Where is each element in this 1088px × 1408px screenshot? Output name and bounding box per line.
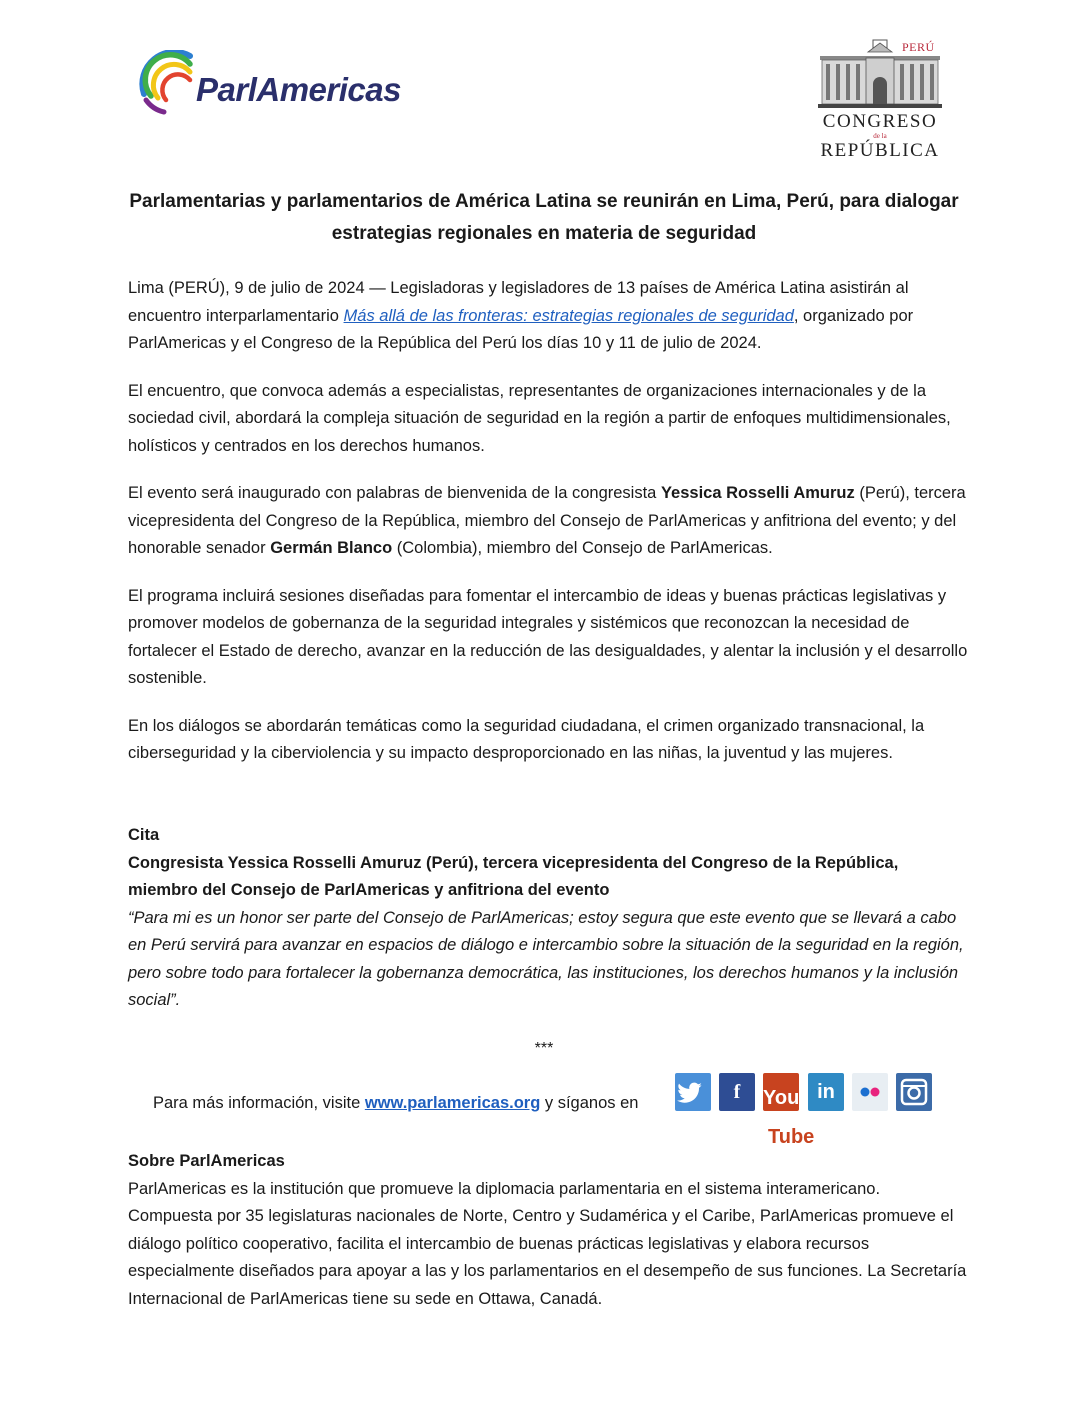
paragraph-inauguracion bbox=[128, 480, 968, 563]
flickr-icon[interactable] bbox=[852, 1073, 888, 1111]
follow-text-end: y síganos en bbox=[540, 1094, 639, 1112]
paragraph-encuentro: El encuentro, que convoca además a especialistas, representantes de organizaciones internacionales y de la sociedad civil, abordará la compleja situación de seguridad en la región a partir de enfoques multidimensionales, holísticos y centrados en los derechos humanos. bbox=[128, 381, 951, 455]
youtube-icon[interactable] bbox=[763, 1073, 815, 1148]
quote-text: “Para mi es un honor ser parte del Consejo de ParlAmericas; estoy segura que este evento que se llevará a cabo en Perú servirá para avanzar en espacios de diálogo e intercambio sobre la situación de la seguridad en la región, pero sobre todo para fortalecer la gobernanza democrática, las instituciones, los derechos humanos y la inclusión social”. bbox=[128, 908, 964, 1009]
about-section bbox=[128, 1148, 968, 1313]
quote-speaker: Congresista Yessica Rosselli Amuruz (Perú), tercera vicepresidenta del Congreso de la República, miembro del Consejo de ParlAmericas y anfitriona del evento bbox=[128, 853, 899, 899]
parlamericas-logo bbox=[138, 50, 428, 120]
twitter-icon[interactable] bbox=[675, 1073, 711, 1111]
congreso-dela: de la bbox=[873, 132, 887, 140]
quote-section bbox=[128, 822, 968, 1015]
follow-text: Para más información, visite bbox=[153, 1094, 365, 1112]
inaug-text-2: (Perú), tercera vicepresidenta del Congreso de la República, miembro del Consejo de ParlAmericas y anfitriona del evento; y del honorable senador bbox=[128, 484, 966, 557]
paragraph-programa: El programa incluirá sesiones diseñadas para fomentar el intercambio de ideas y buenas prácticas legislativas y promover modelos de gobernanza de la seguridad integrales y sistémicos que reconozcan la necesidad de fortalecer el Estado de derecho, avanzar en la reducción de las desigualdades, y alentar la inclusión y el desarrollo sostenible. bbox=[128, 586, 968, 687]
quote-heading: Cita bbox=[128, 826, 160, 844]
paragraph-intro bbox=[128, 275, 968, 358]
page-title: Parlamentarias y parlamentarios de América Latina se reunirán en Lima, Perú, para dialogar estrategias regionales en materia de seguridad bbox=[129, 191, 959, 244]
congreso-wordmark: CONGRESO bbox=[822, 111, 938, 132]
youtube-label-top: You bbox=[763, 1087, 800, 1109]
speaker-name-blanco: Germán Blanco bbox=[270, 539, 393, 557]
paragraph-dialogos: En los diálogos se abordarán temáticas como la seguridad ciudadana, el crimen organizado transnacional, la ciberseguridad y la ciberviolencia y su impacto desproporcionado en las niñas, la juventud y las mujeres. bbox=[128, 716, 925, 762]
congreso-logo bbox=[810, 38, 950, 163]
parlamericas-logo-text: ParlAmericas bbox=[196, 71, 401, 108]
instagram-icon[interactable] bbox=[896, 1073, 932, 1111]
follow-line bbox=[153, 1094, 638, 1113]
body-text bbox=[128, 275, 968, 788]
republica-wordmark: REPÚBLICA bbox=[820, 140, 940, 161]
inaug-text-3: (Colombia), miembro del Consejo de ParlAmericas. bbox=[392, 539, 773, 557]
speaker-name-rosselli: Yessica Rosselli Amuruz bbox=[660, 484, 855, 502]
inaug-text-1: El evento será inaugurado con palabras de bienvenida de la congresista bbox=[128, 484, 661, 502]
congreso-peru-label: PERÚ bbox=[902, 40, 935, 54]
linkedin-icon[interactable]: in bbox=[808, 1073, 844, 1111]
event-link[interactable]: Más allá de las fronteras: estrategias regionales de seguridad bbox=[343, 306, 794, 325]
facebook-icon[interactable]: f bbox=[719, 1073, 755, 1111]
separator: *** bbox=[534, 1040, 554, 1057]
intro-text: Lima (PERÚ), 9 de julio de 2024 — Legisladoras y legisladores de 13 países de América Latina asistirán al encuentro interparlamentario bbox=[128, 279, 909, 325]
about-text: ParlAmericas es la institución que promueve la diplomacia parlamentaria en el sistema interamericano. Compuesta por 35 legislaturas nacionales de Norte, Centro y Sudamérica y el Caribe, ParlAmericas promueve el diálogo político cooperativo, facilita el intercambio de buenas prácticas legislativas y elabora recursos especialmente diseñados para apoyar a las y los parlamentarios en el desempeño de sus funciones. La Secretaría Internacional de ParlAmericas tiene su sede en Ottawa, Canadá. bbox=[128, 1179, 967, 1308]
about-heading: Sobre ParlAmericas bbox=[128, 1152, 285, 1170]
youtube-label-bottom: Tube bbox=[768, 1118, 794, 1156]
intro-text-end: , organizado por ParlAmericas y el Congreso de la República del Perú los días 10 y 11 de julio de 2024. bbox=[128, 306, 914, 352]
website-link[interactable]: www.parlamericas.org bbox=[364, 1094, 541, 1112]
